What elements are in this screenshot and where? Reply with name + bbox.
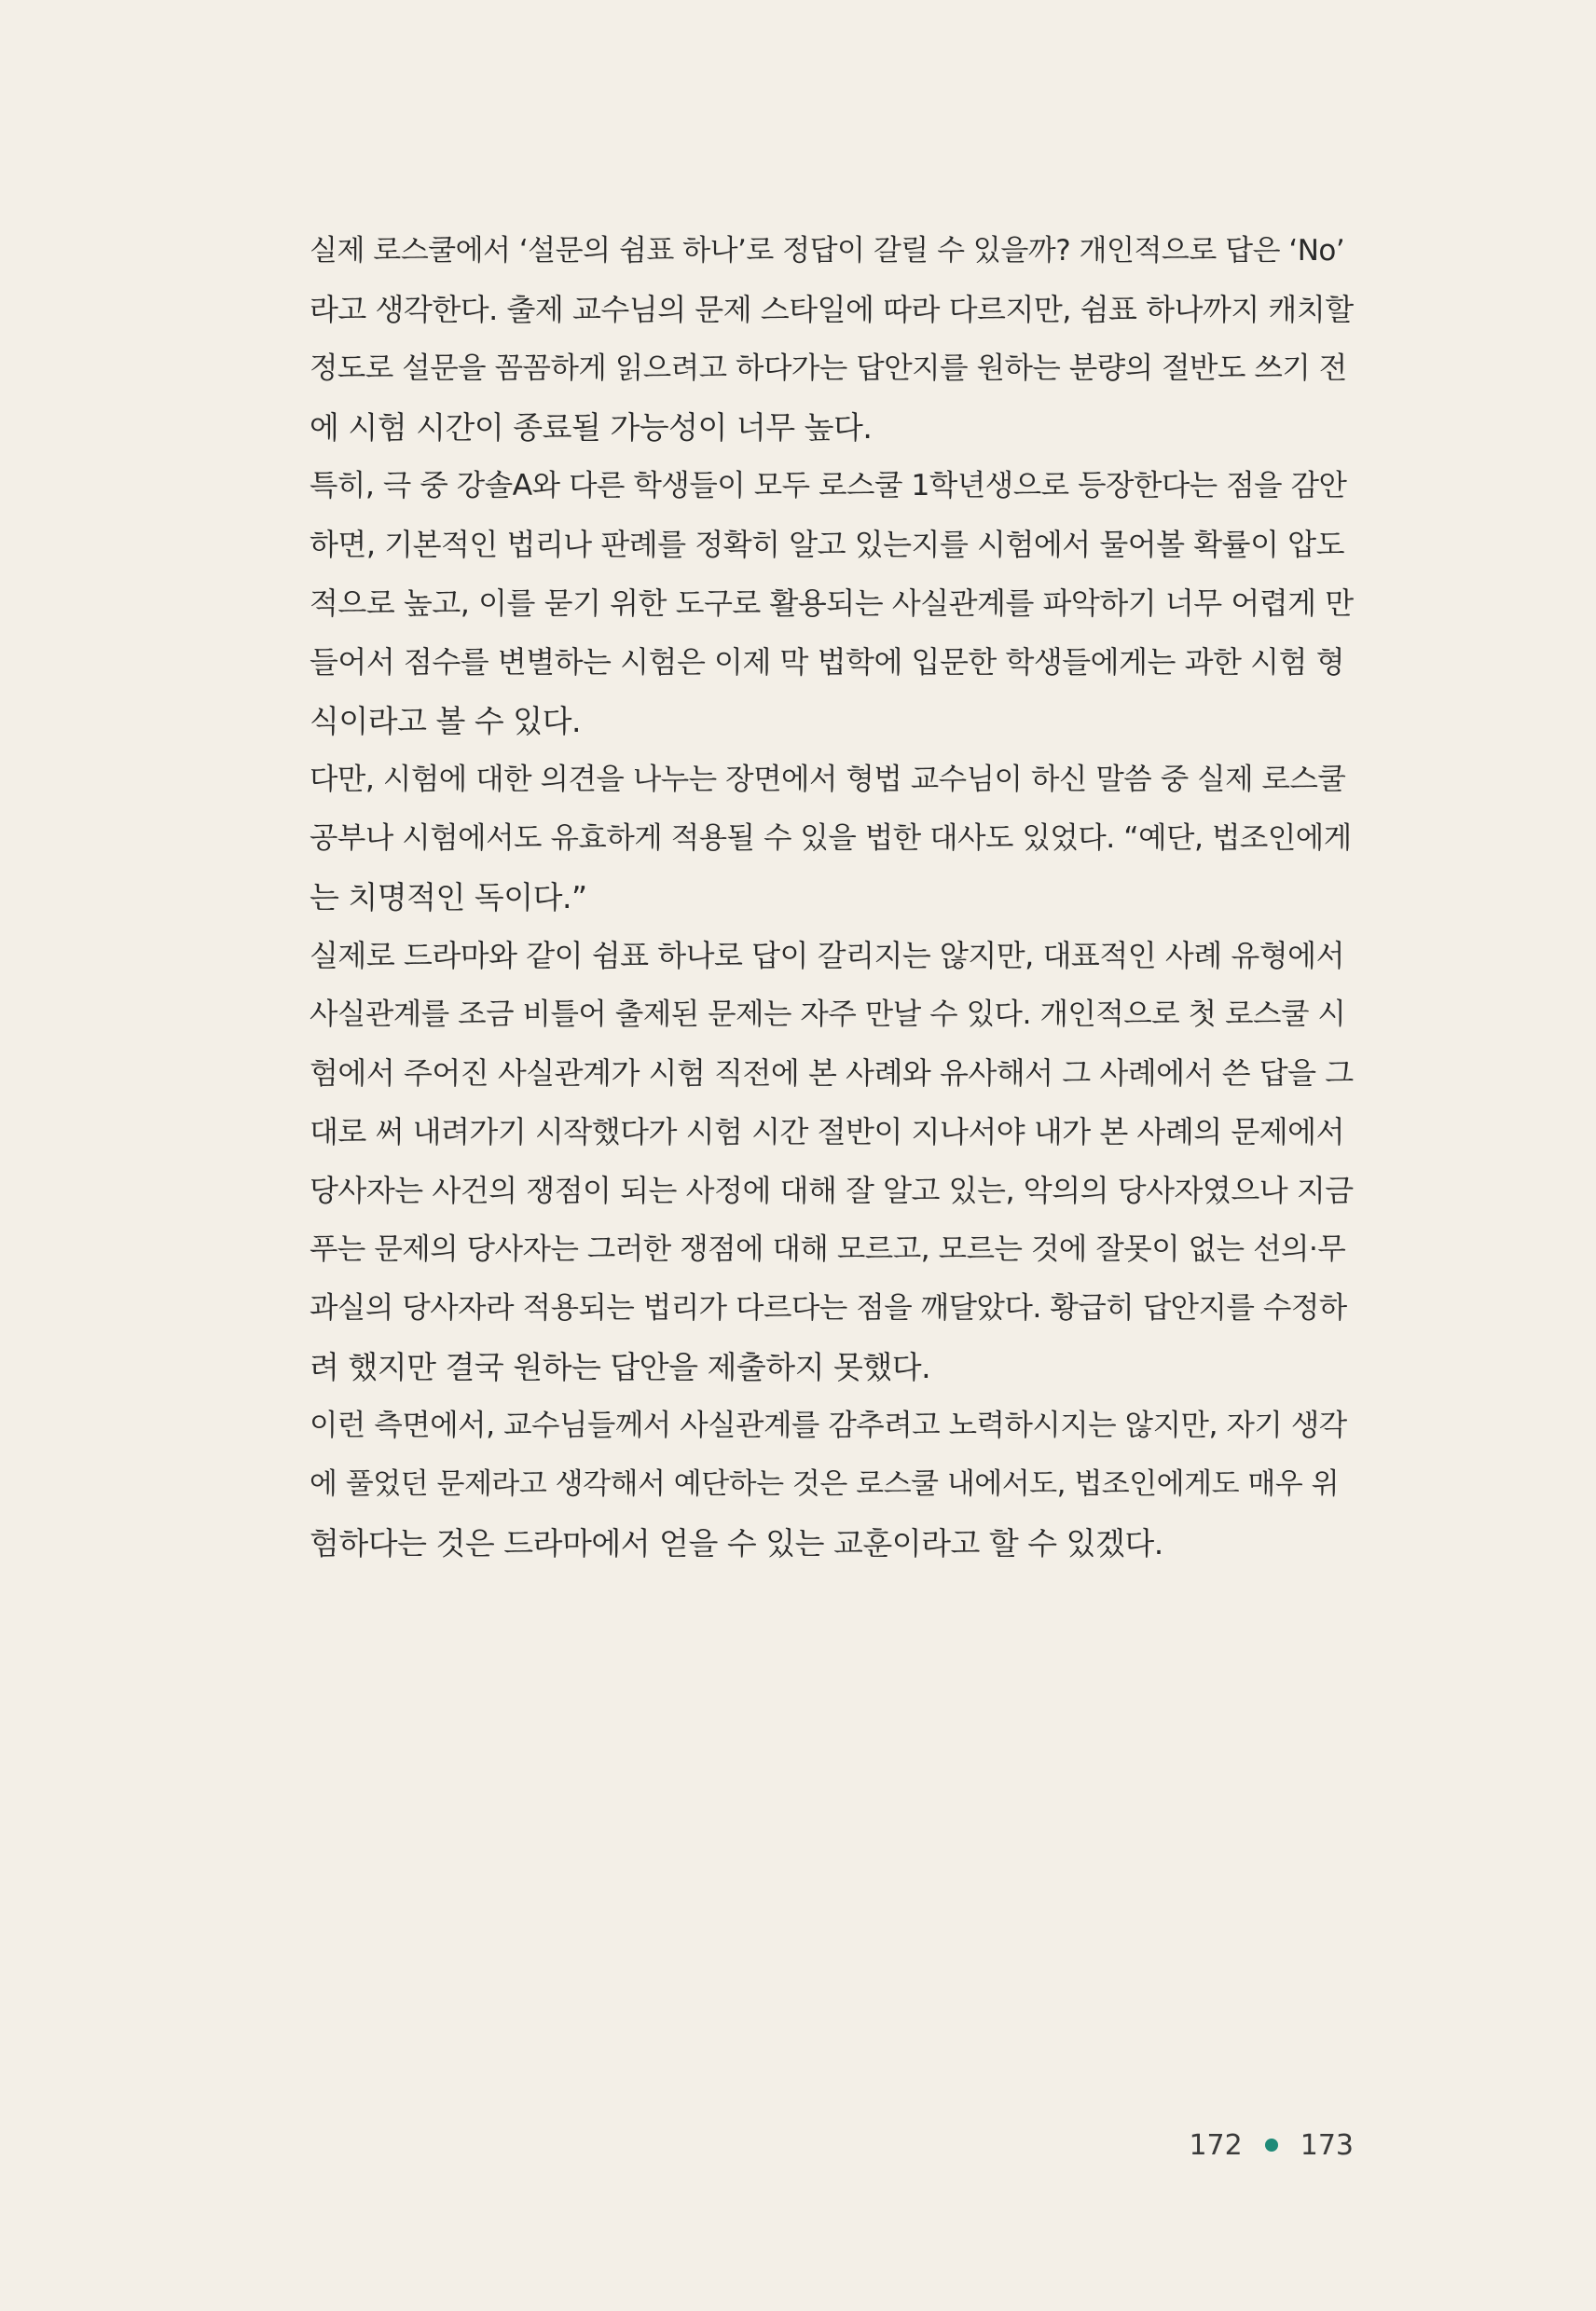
text-line: 실제 로스쿨에서 ‘설문의 쉼표 하나’로 정답이 갈릴 수 있을까? 개인적으로 답은 ‘No’ bbox=[310, 234, 1345, 268]
text-line: 공부나 시험에서도 유효하게 적용될 수 있을 법한 대사도 있었다. “예단, 법조인에게 bbox=[310, 821, 1352, 855]
page-numbers bbox=[1189, 2122, 1354, 2168]
text-line: 라고 생각한다. 출제 교수님의 문제 스타일에 따라 다르지만, 쉼표 하나까지 캐치할 bbox=[310, 292, 1354, 327]
right-page-number: 173 bbox=[1300, 2128, 1354, 2162]
text-line: 대로 써 내려가기 시작했다가 시험 시간 절반이 지나서야 내가 본 사례의 문제에서 bbox=[310, 1114, 1344, 1149]
text-line: 에 시험 시간이 종료될 가능성이 너무 높다. bbox=[310, 409, 873, 446]
text-line: 특히, 극 중 강솔A와 다른 학생들이 모두 로스쿨 1학년생으로 등장한다는 점을 감안 bbox=[310, 469, 1347, 502]
body-text bbox=[310, 222, 1354, 1573]
text-line: 정도로 설문을 꼼꼼하게 읽으려고 하다가는 답안지를 원하는 분량의 절반도 쓰기 전 bbox=[310, 351, 1347, 385]
text-line: 과실의 당사자라 적용되는 법리가 다르다는 점을 깨달았다. 황급히 답안지를 수정하 bbox=[310, 1291, 1347, 1325]
text-line: 적으로 높고, 이를 묻기 위한 도구로 활용되는 사실관계를 파악하기 너무 어렵게 만 bbox=[310, 585, 1354, 621]
text-line: 들어서 점수를 변별하는 시험은 이제 막 법학에 입문한 학생들에게는 과한 시험 형 bbox=[310, 644, 1344, 680]
text-line: 사실관계를 조금 비틀어 출제된 문제는 자주 만날 수 있다. 개인적으로 첫 로스쿨 시 bbox=[310, 997, 1346, 1031]
text-line: 하면, 기본적인 법리나 판례를 정확히 알고 있는지를 시험에서 물어볼 확률이 압도 bbox=[310, 527, 1344, 562]
text-line: 려 했지만 결국 원하는 답안을 제출하지 못했다. bbox=[310, 1349, 931, 1385]
text-line: 에 풀었던 문제라고 생각해서 예단하는 것은 로스쿨 내에서도, 법조인에게도 매우 위 bbox=[310, 1467, 1340, 1501]
text-line: 험에서 주어진 사실관계가 시험 직전에 본 사례와 유사해서 그 사례에서 쓴 답을 그 bbox=[310, 1055, 1354, 1091]
text-line: 푸는 문제의 당사자는 그러한 쟁점에 대해 모르고, 모르는 것에 잘못이 없는 선의·무 bbox=[310, 1232, 1346, 1266]
page-separator-dot bbox=[1265, 2139, 1278, 2152]
text-line: 다만, 시험에 대한 의견을 나누는 장면에서 형법 교수님이 하신 말씀 중 실제 로스쿨 bbox=[310, 763, 1346, 796]
text-line: 는 치명적인 독이다.” bbox=[310, 879, 587, 915]
left-page-number: 172 bbox=[1189, 2128, 1243, 2162]
text-line: 이런 측면에서, 교수님들께서 사실관계를 감추려고 노력하시지는 않지만, 자기 생각 bbox=[310, 1409, 1347, 1442]
text-line: 당사자는 사건의 쟁점이 되는 사정에 대해 잘 알고 있는, 악의의 당사자였으나 지금 bbox=[310, 1173, 1354, 1208]
text-line: 험하다는 것은 드라마에서 얻을 수 있는 교훈이라고 할 수 있겠다. bbox=[310, 1525, 1163, 1561]
text-line: 실제로 드라마와 같이 쉼표 하나로 답이 갈리지는 않지만, 대표적인 사례 유형에서 bbox=[310, 938, 1344, 973]
text-line: 식이라고 볼 수 있다. bbox=[310, 703, 581, 739]
